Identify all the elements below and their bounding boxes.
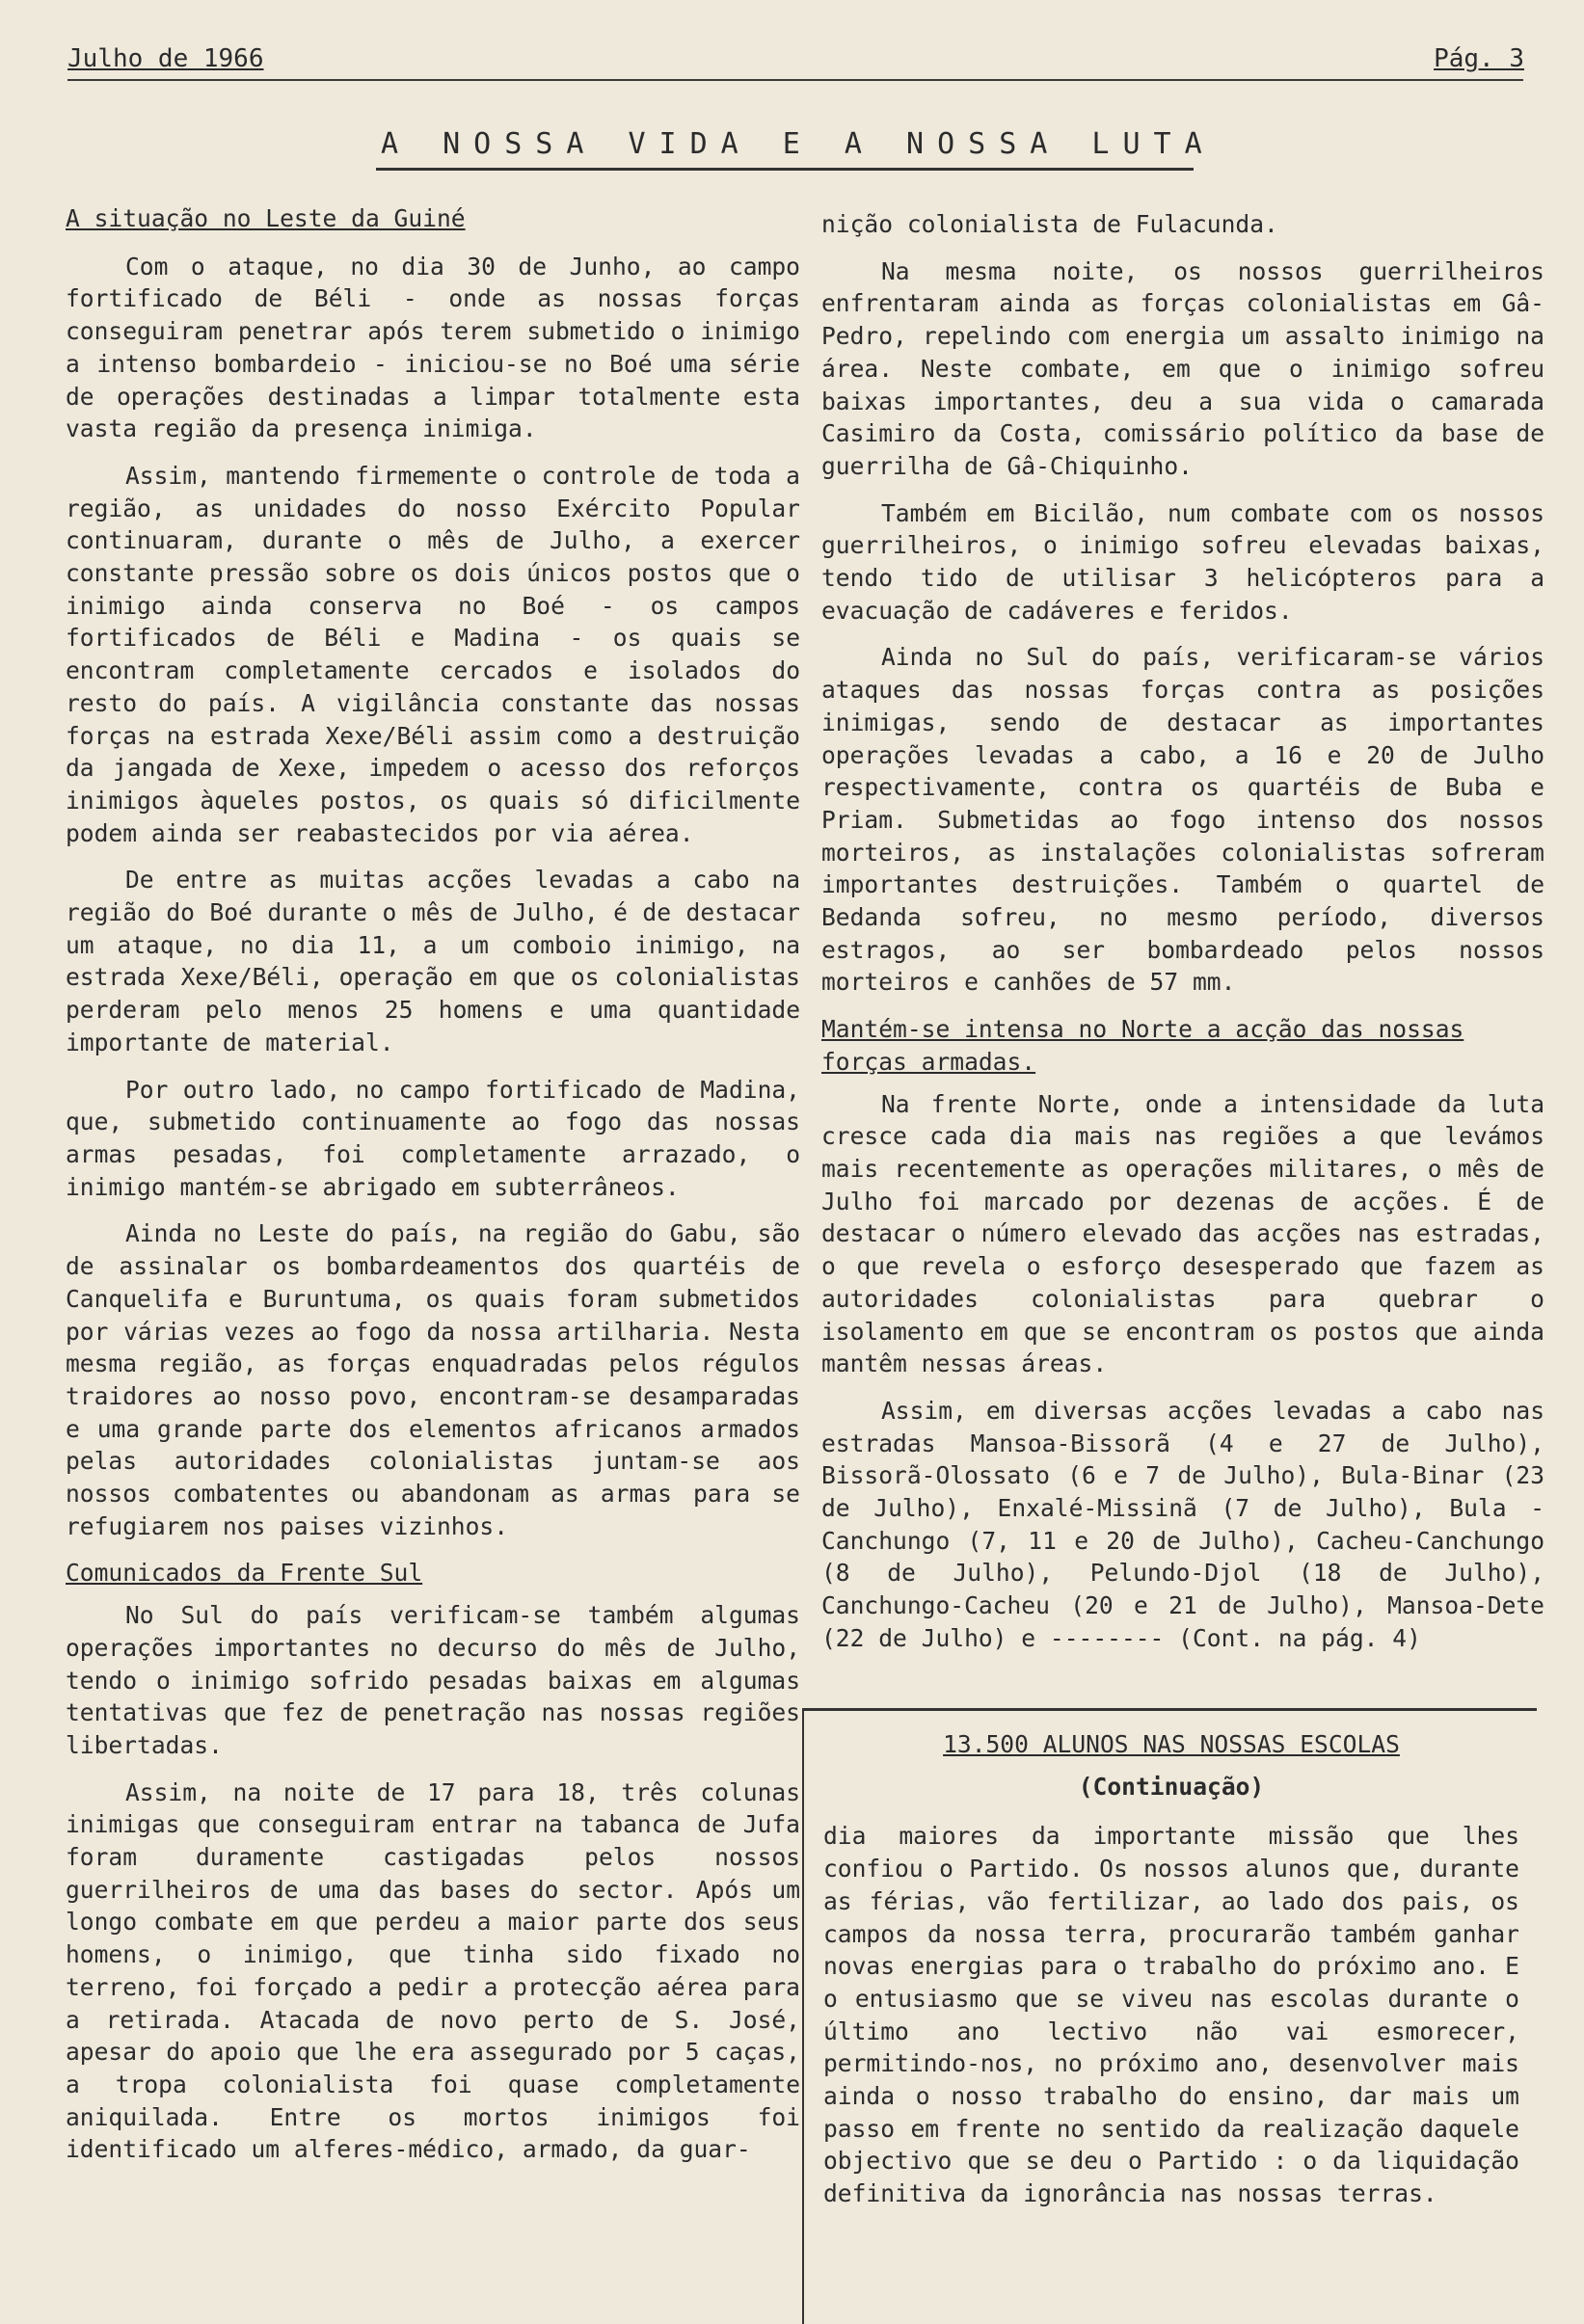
- heading-leste: A situação no Leste da Guiné: [66, 204, 466, 232]
- paragraph: Com o ataque, no dia 30 de Junho, ao campo fortificado de Béli - onde as nossas forças conseguiram penetrar após terem submetido o inimigo a intenso bombardeio - iniciou-se no Boé uma série de operações destinadas a limpar totalmente esta vasta região da presença inimiga.: [66, 252, 800, 443]
- paragraph: Também em Bicilão, num combate com os nossos guerrilheiros, o inimigo sofreu elevadas baixas, tendo tido de utilisar 3 helicópteros para a evacuação de cadáveres e feridos.: [821, 498, 1544, 625]
- heading-frente-sul: Comunicados da Frente Sul: [66, 1559, 423, 1588]
- section-masthead: A NOSSA VIDA E A NOSSA LUTA: [381, 127, 1216, 161]
- right-column: [821, 208, 1544, 1655]
- masthead-rule: [376, 168, 1194, 171]
- box-text: dia maiores da importante missão que lhes confiou o Partido. Os nossos alunos que, durante as férias, vão fertilizar, ao lado dos pais, os campos da nossa terra, procurarão também ganhar novas energias para o trabalho do próximo ano. E o entusiasmo que se viveu nas escolas durante o último ano lectivo não vai esmorecer, permitindo-nos, no próximo ano, desenvolver mais ainda o nosso trabalho do ensino, dar mais um passo em frente no sentido da realização daquele objectivo que se deu o Partido : o da liquidação definitiva da ignorância nas nossas terras.: [823, 1822, 1519, 2208]
- continuation-box: [802, 1708, 1537, 2324]
- issue-date: Julho de 1966: [67, 44, 264, 73]
- paragraph: Ainda no Leste do país, na região do Gabu, são de assinalar os bombardeamentos dos quartéis de Canquelifa e Buruntuma, os quais foram submetidos por várias vezes ao fogo da nossa artilharia. Nesta mesma região, as forças enquadradas pelos régulos traidores ao nosso povo, encontram-se desamparadas e uma grande parte dos elementos africanos armados pelas autoridades colonialistas juntam-se aos nossos combatentes ou abandonam as armas para se refugiarem nos paises vizinhos.: [66, 1219, 800, 1540]
- box-subtitle: (Continuação): [1078, 1772, 1265, 1801]
- paragraph: Assim, em diversas acções levadas a cabo nas estradas Mansoa-Bissorã (4 e 27 de Julho), Bissorã-Olossato (6 e 7 de Julho), Bula-Binar (23 de Julho), Enxalé-Missinã (7 de Julho), Bula - Canchungo (7, 11 e 20 de Julho), Cacheu-Canchungo (8 de Julho), Pelundo-Djol (18 de Julho), Canchungo-Cacheu (20 e 21 de Julho), Mansoa-Dete (22 de Julho) e -------- (Cont. na pág. 4): [821, 1396, 1544, 1652]
- paragraph: nição colonialista de Fulacunda.: [821, 210, 1278, 238]
- box-title: 13.500 ALUNOS NAS NOSSAS ESCOLAS: [943, 1730, 1400, 1758]
- paragraph: Na frente Norte, onde a intensidade da luta cresce cada dia mais nas regiões a que levámos mais recentemente as operações militares, o mês de Julho foi marcado por dezenas de acções. É de destacar o número elevado das acções nas estradas, o que revela o esforço desesperado que fazem as autoridades colonialistas para quebrar o isolamento em que se encontram os postos que ainda mantêm nessas áreas.: [821, 1089, 1544, 1378]
- paragraph: Assim, na noite de 17 para 18, três colunas inimigas que conseguiram entrar na tabanca de Jufa foram duramente castigadas pelos nossos guerrilheiros de uma das bases do sector. Após um longo combate em que perdeu a maior parte dos seus homens, o inimigo, que tinha sido fixado no terreno, foi forçado a pedir a protecção aérea para a retirada. Atacada de novo perto de S. José, apesar do apoio que lhe era assegurado por 5 caças, a tropa colonialista foi quase completamente aniquilada. Entre os mortos inimigos foi identificado um alferes-médico, armado, da guar-: [66, 1777, 800, 2164]
- left-column: [66, 202, 800, 2166]
- paragraph: Por outro lado, no campo fortificado de Madina, que, submetido continuamente ao fogo das nossas armas pesadas, foi completamente arrazado, o inimigo mantém-se abrigado em subterrâneos.: [66, 1075, 800, 1201]
- paragraph: Assim, mantendo firmemente o controle de toda a região, as unidades do nosso Exército Popular continuaram, durante o mês de Julho, a exercer constante pressão sobre os dois únicos postos que o inimigo ainda conserva no Boé - os campos fortificados de Béli e Madina - os quais se encontram completamente cercados e isolados do resto do país. A vigilância constante das nossas forças na estrada Xexe/Béli assim como a destruição da jangada de Xexe, impedem o acesso dos reforços inimigos àqueles postos, os quais só dificilmente podem ainda ser reabastecidos por via aérea.: [66, 461, 800, 847]
- page-number: Pág. 3: [1434, 44, 1524, 73]
- paragraph: No Sul do país verificam-se também algumas operações importantes no decurso do mês de Julho, tendo o inimigo sofrido pesadas baixas em algumas tentativas que fez de penetração nas nossas regiões libertadas.: [66, 1601, 800, 1759]
- header-rule: [67, 79, 1523, 81]
- heading-frente-norte: Mantém-se intensa no Norte a acção das nossas forças armadas.: [821, 1015, 1464, 1076]
- continuation-box-content: [823, 1728, 1519, 2210]
- paragraph: Na mesma noite, os nossos guerrilheiros enfrentaram ainda as forças colonialistas em Gâ-Pedro, repelindo com energia um assalto inimigo na área. Neste combate, em que o inimigo sofreu baixas importantes, deu a sua vida o camarada Casimiro da Costa, comissário político da base de guerrilha de Gâ-Chiquinho.: [821, 256, 1544, 480]
- paragraph: Ainda no Sul do país, verificaram-se vários ataques das nossas forças contra as posições inimigas, sendo de destacar as importantes operações levadas a cabo, a 16 e 20 de Julho respectivamente, contra os quartéis de Buba e Priam. Submetidas ao fogo intenso dos nossos morteiros, as instalações colonialistas sofreram importantes destruições. Também o quartel de Bedanda sofreu, no mesmo período, diversos estragos, ao ser bombardeado pelos nossos morteiros e canhões de 57 mm.: [821, 643, 1544, 997]
- paragraph: De entre as muitas acções levadas a cabo na região do Boé durante o mês de Julho, é de destacar um ataque, no dia 11, a um comboio inimigo, na estrada Xexe/Béli, operação em que os colonialistas perderam pelo menos 25 homens e uma quantidade importante de material.: [66, 866, 800, 1056]
